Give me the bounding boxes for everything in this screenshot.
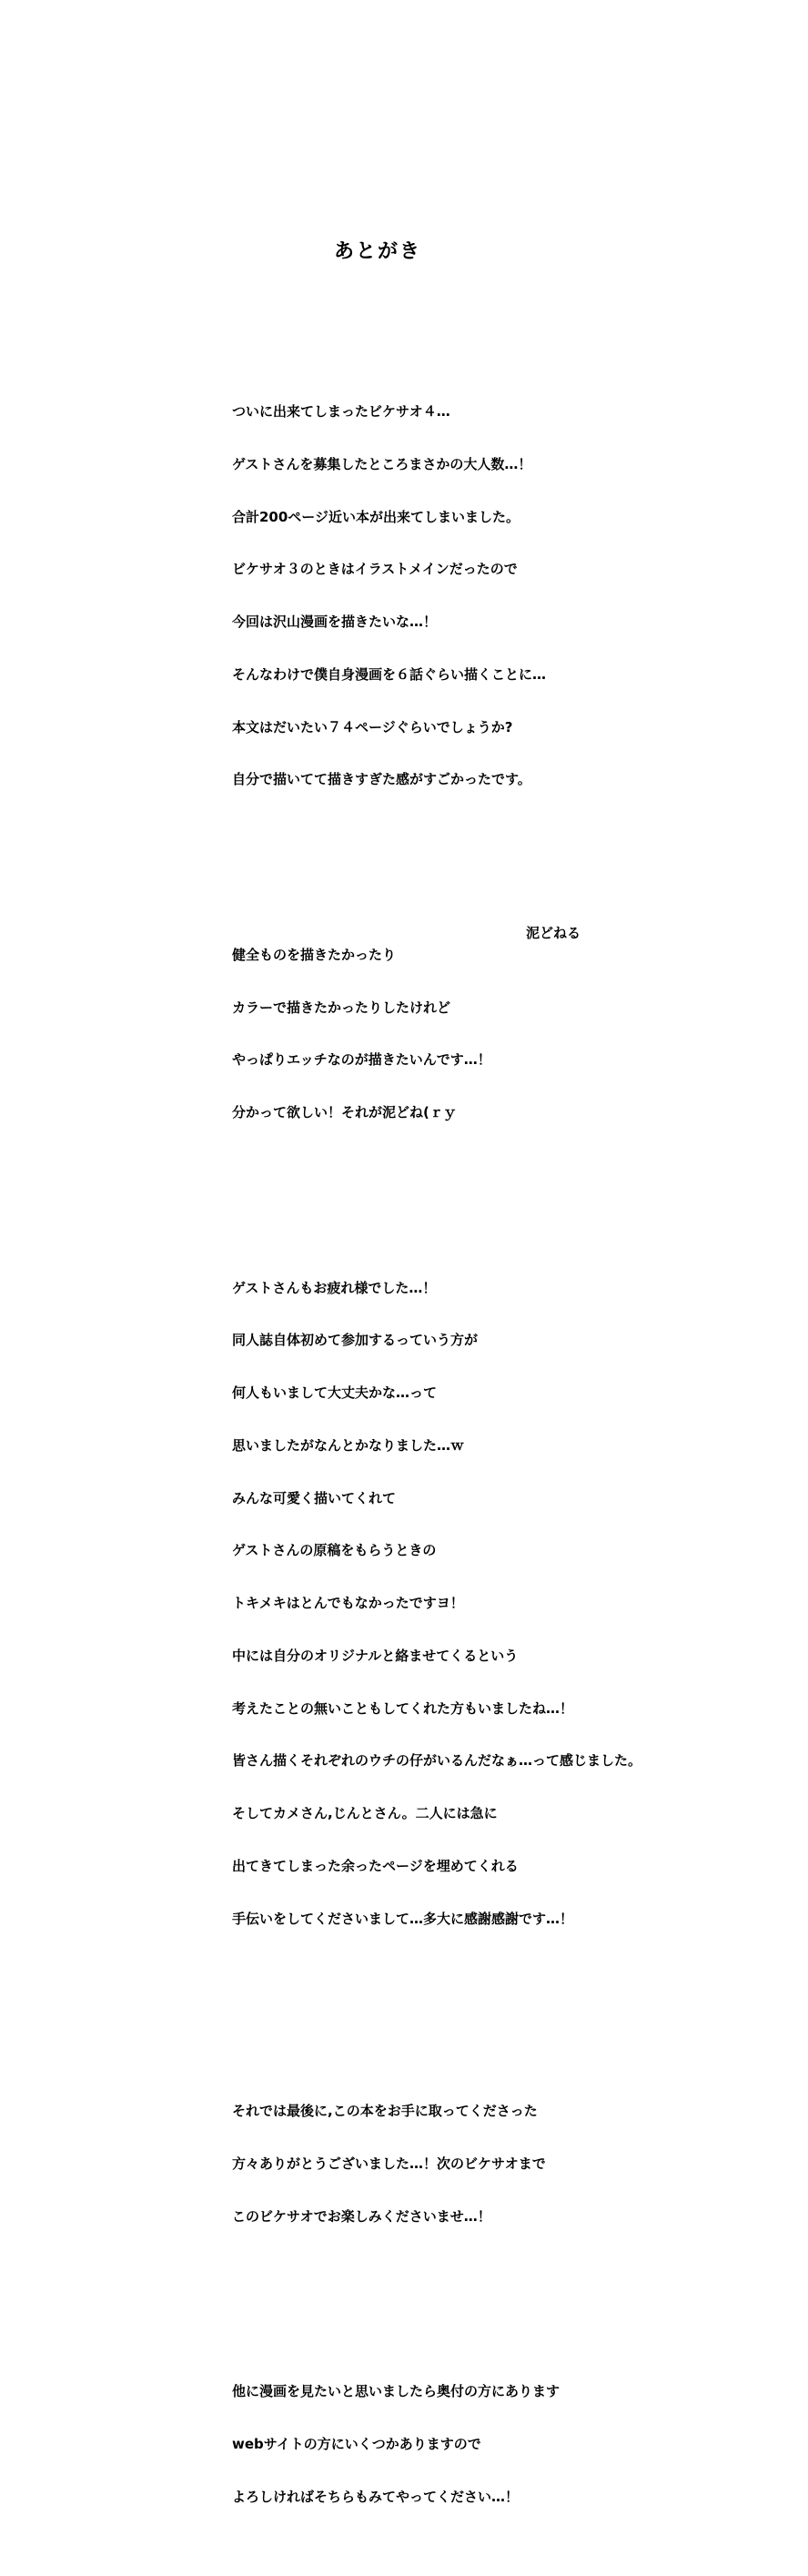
- text-line: 考えたことの無いこともしてくれた方もいましたね…！: [232, 1699, 574, 1717]
- text-line: カラーで描きたかったりしたけれど: [232, 999, 451, 1016]
- text-line: やっぱりエッチなのが描きたいんです…！: [232, 1051, 491, 1069]
- text-line: 手伝いをしてくださいまして…多大に感謝感謝です…！: [232, 1910, 574, 1927]
- text-line: よろしければそちらもみてやってください…！: [232, 2488, 520, 2505]
- text-line: ついに出来てしまったビケサオ４…: [232, 403, 450, 420]
- text-line: webサイトの方にいくつかありますので: [232, 2436, 481, 2452]
- afterword-body: [232, 333, 742, 2576]
- paragraph-2: [232, 911, 742, 1157]
- paragraph-spacer: [232, 859, 742, 877]
- text-line: そしてカメさん,じんとさん。二人には急に: [232, 1805, 498, 1821]
- author-signature: 泥どねる: [526, 925, 581, 941]
- text-line: 今回は沢山漫画を描きたいな…！: [232, 614, 438, 630]
- text-line: 合計200ページ近い本が出来てしまいました。: [232, 508, 520, 525]
- text-line: 中には自分のオリジナルと絡ませてくるという: [232, 1647, 519, 1664]
- text-line: 同人誌自体初めて参加するっていう方が: [232, 1332, 479, 1349]
- paragraph-3: [232, 1244, 742, 1962]
- paragraph-spacer: [232, 1998, 742, 2033]
- text-line: それでは最後に,この本をお手に取ってくださった: [232, 2103, 538, 2120]
- paragraph-spacer: [232, 1192, 742, 1209]
- text-line: 自分で描いてて描きすぎた感がすごかったです。: [232, 771, 531, 788]
- text-line: 他に漫画を見たいと思いましたら奥付の方にあります: [232, 2383, 561, 2400]
- text-line: 本文はだいたい７４ページぐらいでしょうか?: [232, 718, 513, 735]
- text-line: みんな可愛く描いてくれて: [232, 1489, 397, 1506]
- paragraph-1: [232, 369, 742, 825]
- text-line: このビケサオでお楽しみくださいませ…！: [232, 2207, 491, 2225]
- text-line: 分かって欲しい！それが泥どね(ｒｙ: [232, 1104, 457, 1121]
- text-line: トキメキはとんでもなかったですヨ！: [232, 1595, 464, 1611]
- paragraph-4: [232, 2068, 742, 2261]
- paragraph-spacer: [232, 2296, 742, 2313]
- text-line: 皆さん描くそれぞれのウチの仔がいるんだなぁ…って感じました。: [232, 1752, 642, 1770]
- text-line: ゲストさんの原稿をもらうときの: [232, 1542, 437, 1559]
- text-line: 方々ありがとうございました…！次のビケサオまで: [232, 2155, 546, 2172]
- text-line: そんなわけで僕自身漫画を６話ぐらい描くことに…: [232, 665, 547, 683]
- text-line: ゲストさんもお疲れ様でした…！: [232, 1279, 437, 1296]
- text-line: 思いましたがなんとかなりました…ｗ: [232, 1436, 465, 1454]
- text-line: ゲストさんを募集したところまさかの大人数…！: [232, 455, 532, 472]
- text-line: ビケサオ３のときはイラストメインだったので: [232, 561, 518, 578]
- text-line: 出てきてしまった余ったページを埋めてくれる: [232, 1857, 519, 1874]
- text-line: 何人もいまして大丈夫かな…って: [232, 1384, 438, 1401]
- page-title: あとがき: [333, 240, 421, 263]
- paragraph-5: [232, 2348, 742, 2541]
- text-line: 健全ものを描きたかったり: [232, 946, 397, 963]
